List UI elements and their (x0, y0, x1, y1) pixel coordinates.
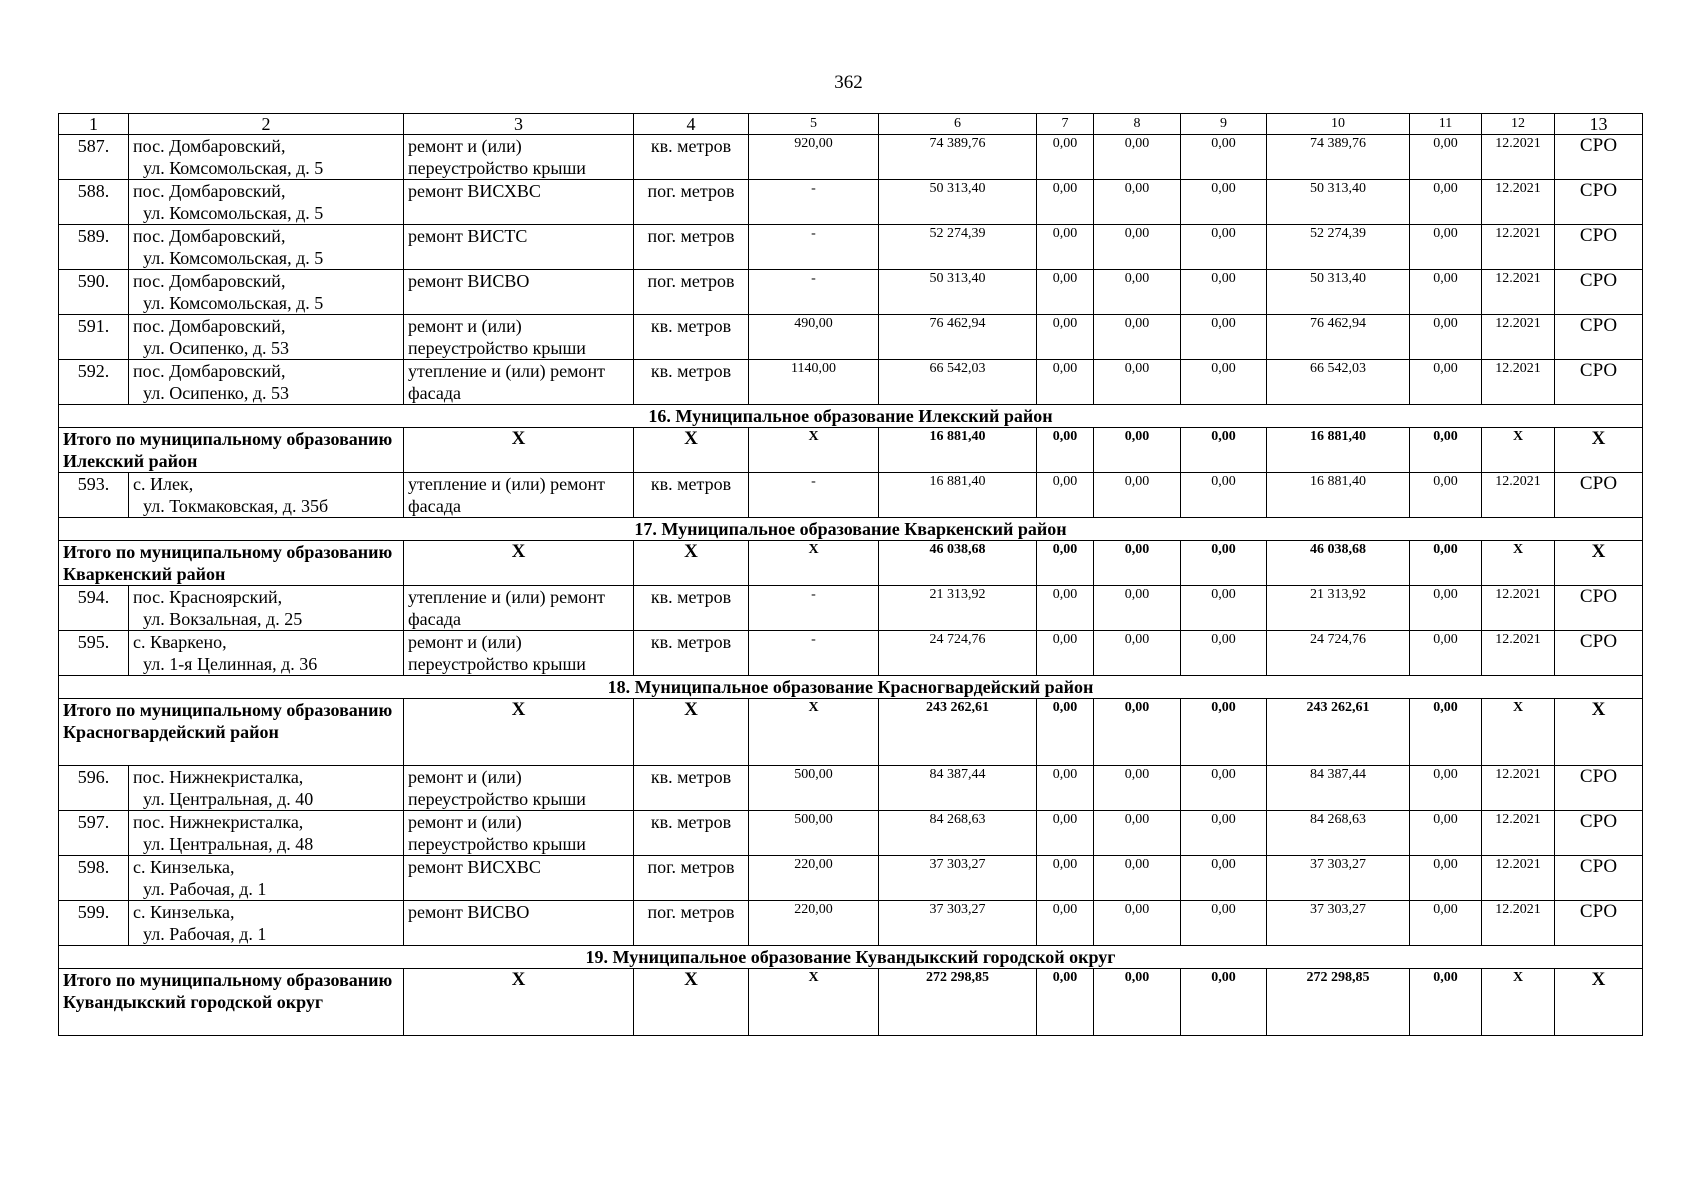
total-label: Итого по муниципальному образованию Кваркенский район (59, 541, 404, 586)
value-cell: 37 303,27 (879, 901, 1037, 946)
total-cell: 0,00 (1181, 699, 1267, 766)
value-cell: 12.2021 (1482, 901, 1555, 946)
unit: кв. метров (634, 586, 749, 631)
value-cell: 0,00 (1094, 180, 1181, 225)
value-cell: 0,00 (1037, 901, 1094, 946)
total-cell: 0,00 (1037, 969, 1094, 1036)
address-cell (129, 766, 404, 811)
value-cell: - (749, 180, 879, 225)
column-number-row (59, 114, 1643, 135)
row-number: 588. (59, 180, 129, 225)
page-number: 362 (834, 72, 863, 93)
address-line-1: с. Кваркено, (133, 632, 227, 652)
value-cell: 12.2021 (1482, 586, 1555, 631)
unit: кв. метров (634, 135, 749, 180)
value-cell: 0,00 (1094, 360, 1181, 405)
section-heading-row (59, 676, 1643, 699)
value-cell: 0,00 (1181, 473, 1267, 518)
address-cell (129, 856, 404, 901)
col-header: 13 (1555, 114, 1643, 135)
value-cell: 76 462,94 (879, 315, 1037, 360)
unit: пог. метров (634, 901, 749, 946)
value-cell: 84 387,44 (879, 766, 1037, 811)
address-cell (129, 270, 404, 315)
address-cell (129, 315, 404, 360)
unit: кв. метров (634, 766, 749, 811)
total-cell: X (1482, 699, 1555, 766)
address-line-2: ул. Вокзальная, д. 25 (143, 609, 303, 629)
row-number: 597. (59, 811, 129, 856)
value-cell: 0,00 (1410, 586, 1482, 631)
method-cell: СРО (1555, 270, 1643, 315)
table-row (59, 180, 1643, 225)
total-cell: 16 881,40 (1267, 428, 1410, 473)
total-cell: X (749, 969, 879, 1036)
value-cell: 12.2021 (1482, 631, 1555, 676)
section-heading-row (59, 405, 1643, 428)
row-number: 589. (59, 225, 129, 270)
section-title: 19. Муниципальное образование Кувандыкский городской округ (59, 946, 1643, 969)
row-number: 594. (59, 586, 129, 631)
table-row (59, 270, 1643, 315)
value-cell: 37 303,27 (1267, 856, 1410, 901)
total-label: Итого по муниципальному образованию Илекский район (59, 428, 404, 473)
total-cell: X (634, 541, 749, 586)
row-number: 596. (59, 766, 129, 811)
value-cell: 0,00 (1094, 473, 1181, 518)
value-cell: 0,00 (1410, 270, 1482, 315)
address-line-2: ул. Комсомольская, д. 5 (143, 203, 324, 223)
address-line-2: ул. 1-я Целинная, д. 36 (143, 654, 318, 674)
value-cell: 76 462,94 (1267, 315, 1410, 360)
value-cell: 920,00 (749, 135, 879, 180)
address-line-1: пос. Домбаровский, (133, 361, 286, 381)
value-cell: 0,00 (1410, 766, 1482, 811)
section-heading-row (59, 518, 1643, 541)
total-label: Итого по муниципальному образованию Красногвардейский район (59, 699, 404, 766)
unit: кв. метров (634, 631, 749, 676)
value-cell: - (749, 270, 879, 315)
value-cell: 12.2021 (1482, 811, 1555, 856)
total-cell: X (1555, 969, 1643, 1036)
total-row (59, 541, 1643, 586)
value-cell: 0,00 (1181, 901, 1267, 946)
value-cell: 0,00 (1181, 360, 1267, 405)
address-line-1: пос. Домбаровский, (133, 226, 286, 246)
method-cell: СРО (1555, 225, 1643, 270)
value-cell: 12.2021 (1482, 180, 1555, 225)
total-cell: X (634, 969, 749, 1036)
address-cell (129, 360, 404, 405)
row-number: 592. (59, 360, 129, 405)
value-cell: 220,00 (749, 856, 879, 901)
value-cell: 66 542,03 (1267, 360, 1410, 405)
table-row (59, 473, 1643, 518)
method-cell: СРО (1555, 631, 1643, 676)
value-cell: 0,00 (1094, 586, 1181, 631)
col-header: 3 (404, 114, 634, 135)
work-type: утепление и (или) ремонт фасада (404, 360, 634, 405)
address-line-1: пос. Домбаровский, (133, 316, 286, 336)
value-cell: 12.2021 (1482, 315, 1555, 360)
total-cell: 0,00 (1410, 428, 1482, 473)
value-cell: 0,00 (1181, 586, 1267, 631)
value-cell: 220,00 (749, 901, 879, 946)
address-cell (129, 586, 404, 631)
value-cell: 0,00 (1094, 811, 1181, 856)
total-cell: X (404, 428, 634, 473)
work-type: ремонт и (или) переустройство крыши (404, 811, 634, 856)
col-header: 6 (879, 114, 1037, 135)
value-cell: 0,00 (1037, 225, 1094, 270)
col-header: 2 (129, 114, 404, 135)
table-row (59, 135, 1643, 180)
total-cell: X (1555, 428, 1643, 473)
value-cell: 50 313,40 (1267, 180, 1410, 225)
value-cell: 52 274,39 (879, 225, 1037, 270)
total-cell: 0,00 (1037, 541, 1094, 586)
value-cell: - (749, 631, 879, 676)
value-cell: 500,00 (749, 766, 879, 811)
total-cell: X (1555, 699, 1643, 766)
value-cell: 490,00 (749, 315, 879, 360)
value-cell: - (749, 473, 879, 518)
value-cell: 0,00 (1410, 135, 1482, 180)
unit: пог. метров (634, 180, 749, 225)
value-cell: 12.2021 (1482, 766, 1555, 811)
col-header: 10 (1267, 114, 1410, 135)
address-cell (129, 225, 404, 270)
total-cell: X (1482, 541, 1555, 586)
row-number: 593. (59, 473, 129, 518)
value-cell: 0,00 (1037, 766, 1094, 811)
value-cell: 12.2021 (1482, 360, 1555, 405)
col-header: 1 (59, 114, 129, 135)
value-cell: 16 881,40 (1267, 473, 1410, 518)
value-cell: 12.2021 (1482, 856, 1555, 901)
table-row (59, 225, 1643, 270)
address-line-1: с. Кинзелька, (133, 902, 235, 922)
address-cell (129, 811, 404, 856)
method-cell: СРО (1555, 135, 1643, 180)
row-number: 587. (59, 135, 129, 180)
total-cell: 243 262,61 (879, 699, 1037, 766)
work-type: ремонт ВИСВО (404, 270, 634, 315)
value-cell: 0,00 (1181, 856, 1267, 901)
value-cell: 0,00 (1410, 360, 1482, 405)
value-cell: 0,00 (1094, 856, 1181, 901)
value-cell: 0,00 (1410, 856, 1482, 901)
value-cell: 1140,00 (749, 360, 879, 405)
total-row (59, 428, 1643, 473)
col-header: 4 (634, 114, 749, 135)
col-header: 11 (1410, 114, 1482, 135)
unit: кв. метров (634, 360, 749, 405)
works-table (58, 113, 1643, 1036)
address-line-1: пос. Нижнекристалка, (133, 767, 304, 787)
work-type: ремонт ВИСТС (404, 225, 634, 270)
address-line-2: ул. Комсомольская, д. 5 (143, 158, 324, 178)
total-cell: 0,00 (1181, 541, 1267, 586)
value-cell: 0,00 (1094, 631, 1181, 676)
table-row (59, 586, 1643, 631)
method-cell: СРО (1555, 586, 1643, 631)
address-line-2: ул. Комсомольская, д. 5 (143, 293, 324, 313)
address-cell (129, 901, 404, 946)
method-cell: СРО (1555, 180, 1643, 225)
total-cell: X (404, 699, 634, 766)
total-cell: 46 038,68 (1267, 541, 1410, 586)
value-cell: 0,00 (1410, 225, 1482, 270)
value-cell: 0,00 (1410, 473, 1482, 518)
unit: пог. метров (634, 856, 749, 901)
row-number: 599. (59, 901, 129, 946)
col-header: 5 (749, 114, 879, 135)
work-type: ремонт ВИСХВС (404, 856, 634, 901)
work-type: ремонт и (или) переустройство крыши (404, 766, 634, 811)
value-cell: 16 881,40 (879, 473, 1037, 518)
total-cell: X (749, 541, 879, 586)
value-cell: 0,00 (1037, 315, 1094, 360)
method-cell: СРО (1555, 901, 1643, 946)
address-line-1: пос. Домбаровский, (133, 136, 286, 156)
table-row (59, 766, 1643, 811)
total-cell: 0,00 (1410, 969, 1482, 1036)
work-type: утепление и (или) ремонт фасада (404, 586, 634, 631)
total-cell: X (1555, 541, 1643, 586)
value-cell: 0,00 (1094, 766, 1181, 811)
total-cell: 0,00 (1410, 699, 1482, 766)
value-cell: 0,00 (1181, 180, 1267, 225)
row-number: 595. (59, 631, 129, 676)
address-cell (129, 631, 404, 676)
total-cell: 243 262,61 (1267, 699, 1410, 766)
total-row (59, 969, 1643, 1036)
work-type: ремонт и (или) переустройство крыши (404, 315, 634, 360)
method-cell: СРО (1555, 856, 1643, 901)
value-cell: 0,00 (1181, 225, 1267, 270)
address-line-2: ул. Комсомольская, д. 5 (143, 248, 324, 268)
value-cell: - (749, 586, 879, 631)
section-title: 16. Муниципальное образование Илекский район (59, 405, 1643, 428)
table-row (59, 315, 1643, 360)
value-cell: 74 389,76 (1267, 135, 1410, 180)
total-cell: X (404, 969, 634, 1036)
value-cell: 0,00 (1094, 225, 1181, 270)
value-cell: 0,00 (1181, 270, 1267, 315)
total-cell: 0,00 (1094, 699, 1181, 766)
total-cell: X (634, 699, 749, 766)
value-cell: 0,00 (1094, 135, 1181, 180)
table-body (59, 114, 1643, 1036)
col-header: 9 (1181, 114, 1267, 135)
address-line-1: пос. Домбаровский, (133, 181, 286, 201)
address-line-2: ул. Осипенко, д. 53 (143, 338, 290, 358)
value-cell: 24 724,76 (1267, 631, 1410, 676)
value-cell: 500,00 (749, 811, 879, 856)
value-cell: 0,00 (1181, 315, 1267, 360)
col-header: 7 (1037, 114, 1094, 135)
value-cell: 0,00 (1410, 180, 1482, 225)
value-cell: 0,00 (1037, 473, 1094, 518)
total-cell: 0,00 (1094, 428, 1181, 473)
value-cell: - (749, 225, 879, 270)
value-cell: 0,00 (1181, 811, 1267, 856)
address-line-2: ул. Токмаковская, д. 35б (143, 496, 329, 516)
table-row (59, 631, 1643, 676)
value-cell: 24 724,76 (879, 631, 1037, 676)
unit: пог. метров (634, 270, 749, 315)
col-header: 8 (1094, 114, 1181, 135)
address-line-2: ул. Центральная, д. 48 (143, 834, 314, 854)
value-cell: 12.2021 (1482, 135, 1555, 180)
total-cell: X (749, 699, 879, 766)
table-row (59, 360, 1643, 405)
value-cell: 84 268,63 (1267, 811, 1410, 856)
value-cell: 50 313,40 (879, 270, 1037, 315)
value-cell: 0,00 (1410, 631, 1482, 676)
total-cell: 16 881,40 (879, 428, 1037, 473)
address-line-1: пос. Домбаровский, (133, 271, 286, 291)
work-type: ремонт и (или) переустройство крыши (404, 135, 634, 180)
value-cell: 50 313,40 (879, 180, 1037, 225)
unit: кв. метров (634, 315, 749, 360)
method-cell: СРО (1555, 766, 1643, 811)
value-cell: 0,00 (1037, 856, 1094, 901)
value-cell: 0,00 (1037, 811, 1094, 856)
value-cell: 52 274,39 (1267, 225, 1410, 270)
value-cell: 12.2021 (1482, 225, 1555, 270)
section-heading-row (59, 946, 1643, 969)
total-cell: 0,00 (1410, 541, 1482, 586)
value-cell: 0,00 (1037, 180, 1094, 225)
value-cell: 21 313,92 (1267, 586, 1410, 631)
total-cell: X (404, 541, 634, 586)
method-cell: СРО (1555, 315, 1643, 360)
total-cell: 0,00 (1181, 969, 1267, 1036)
value-cell: 0,00 (1181, 135, 1267, 180)
address-line-2: ул. Осипенко, д. 53 (143, 383, 290, 403)
work-type: утепление и (или) ремонт фасада (404, 473, 634, 518)
row-number: 591. (59, 315, 129, 360)
work-type: ремонт ВИСХВС (404, 180, 634, 225)
work-type: ремонт и (или) переустройство крыши (404, 631, 634, 676)
table-row (59, 901, 1643, 946)
value-cell: 84 387,44 (1267, 766, 1410, 811)
value-cell: 21 313,92 (879, 586, 1037, 631)
total-cell: X (1482, 428, 1555, 473)
work-type: ремонт ВИСВО (404, 901, 634, 946)
value-cell: 0,00 (1181, 766, 1267, 811)
address-cell (129, 473, 404, 518)
address-line-1: с. Илек, (133, 474, 194, 494)
total-cell: 0,00 (1094, 541, 1181, 586)
value-cell: 0,00 (1410, 901, 1482, 946)
address-line-1: пос. Красноярский, (133, 587, 283, 607)
address-line-2: ул. Рабочая, д. 1 (143, 924, 267, 944)
section-title: 18. Муниципальное образование Красногвардейский район (59, 676, 1643, 699)
unit: пог. метров (634, 225, 749, 270)
row-number: 590. (59, 270, 129, 315)
total-label: Итого по муниципальному образованию Кувандыкский городской округ (59, 969, 404, 1036)
value-cell: 50 313,40 (1267, 270, 1410, 315)
value-cell: 0,00 (1094, 270, 1181, 315)
total-cell: 0,00 (1037, 699, 1094, 766)
method-cell: СРО (1555, 360, 1643, 405)
value-cell: 0,00 (1037, 135, 1094, 180)
total-row (59, 699, 1643, 766)
address-line-1: пос. Нижнекристалка, (133, 812, 304, 832)
value-cell: 12.2021 (1482, 473, 1555, 518)
row-number: 598. (59, 856, 129, 901)
value-cell: 84 268,63 (879, 811, 1037, 856)
total-cell: 0,00 (1094, 969, 1181, 1036)
value-cell: 0,00 (1037, 631, 1094, 676)
value-cell: 66 542,03 (879, 360, 1037, 405)
method-cell: СРО (1555, 811, 1643, 856)
section-title: 17. Муниципальное образование Кваркенский район (59, 518, 1643, 541)
col-header: 12 (1482, 114, 1555, 135)
total-cell: 0,00 (1037, 428, 1094, 473)
address-line-2: ул. Рабочая, д. 1 (143, 879, 267, 899)
total-cell: X (634, 428, 749, 473)
value-cell: 37 303,27 (1267, 901, 1410, 946)
address-line-2: ул. Центральная, д. 40 (143, 789, 314, 809)
value-cell: 37 303,27 (879, 856, 1037, 901)
address-line-1: с. Кинзелька, (133, 857, 235, 877)
total-cell: X (749, 428, 879, 473)
total-cell: 46 038,68 (879, 541, 1037, 586)
method-cell: СРО (1555, 473, 1643, 518)
unit: кв. метров (634, 473, 749, 518)
value-cell: 0,00 (1094, 315, 1181, 360)
total-cell: X (1482, 969, 1555, 1036)
unit: кв. метров (634, 811, 749, 856)
address-cell (129, 180, 404, 225)
value-cell: 0,00 (1037, 270, 1094, 315)
value-cell: 74 389,76 (879, 135, 1037, 180)
value-cell: 0,00 (1037, 360, 1094, 405)
value-cell: 0,00 (1181, 631, 1267, 676)
value-cell: 0,00 (1410, 811, 1482, 856)
table-row (59, 811, 1643, 856)
value-cell: 0,00 (1094, 901, 1181, 946)
address-cell (129, 135, 404, 180)
value-cell: 0,00 (1410, 315, 1482, 360)
value-cell: 0,00 (1037, 586, 1094, 631)
total-cell: 0,00 (1181, 428, 1267, 473)
value-cell: 12.2021 (1482, 270, 1555, 315)
total-cell: 272 298,85 (879, 969, 1037, 1036)
table-row (59, 856, 1643, 901)
total-cell: 272 298,85 (1267, 969, 1410, 1036)
